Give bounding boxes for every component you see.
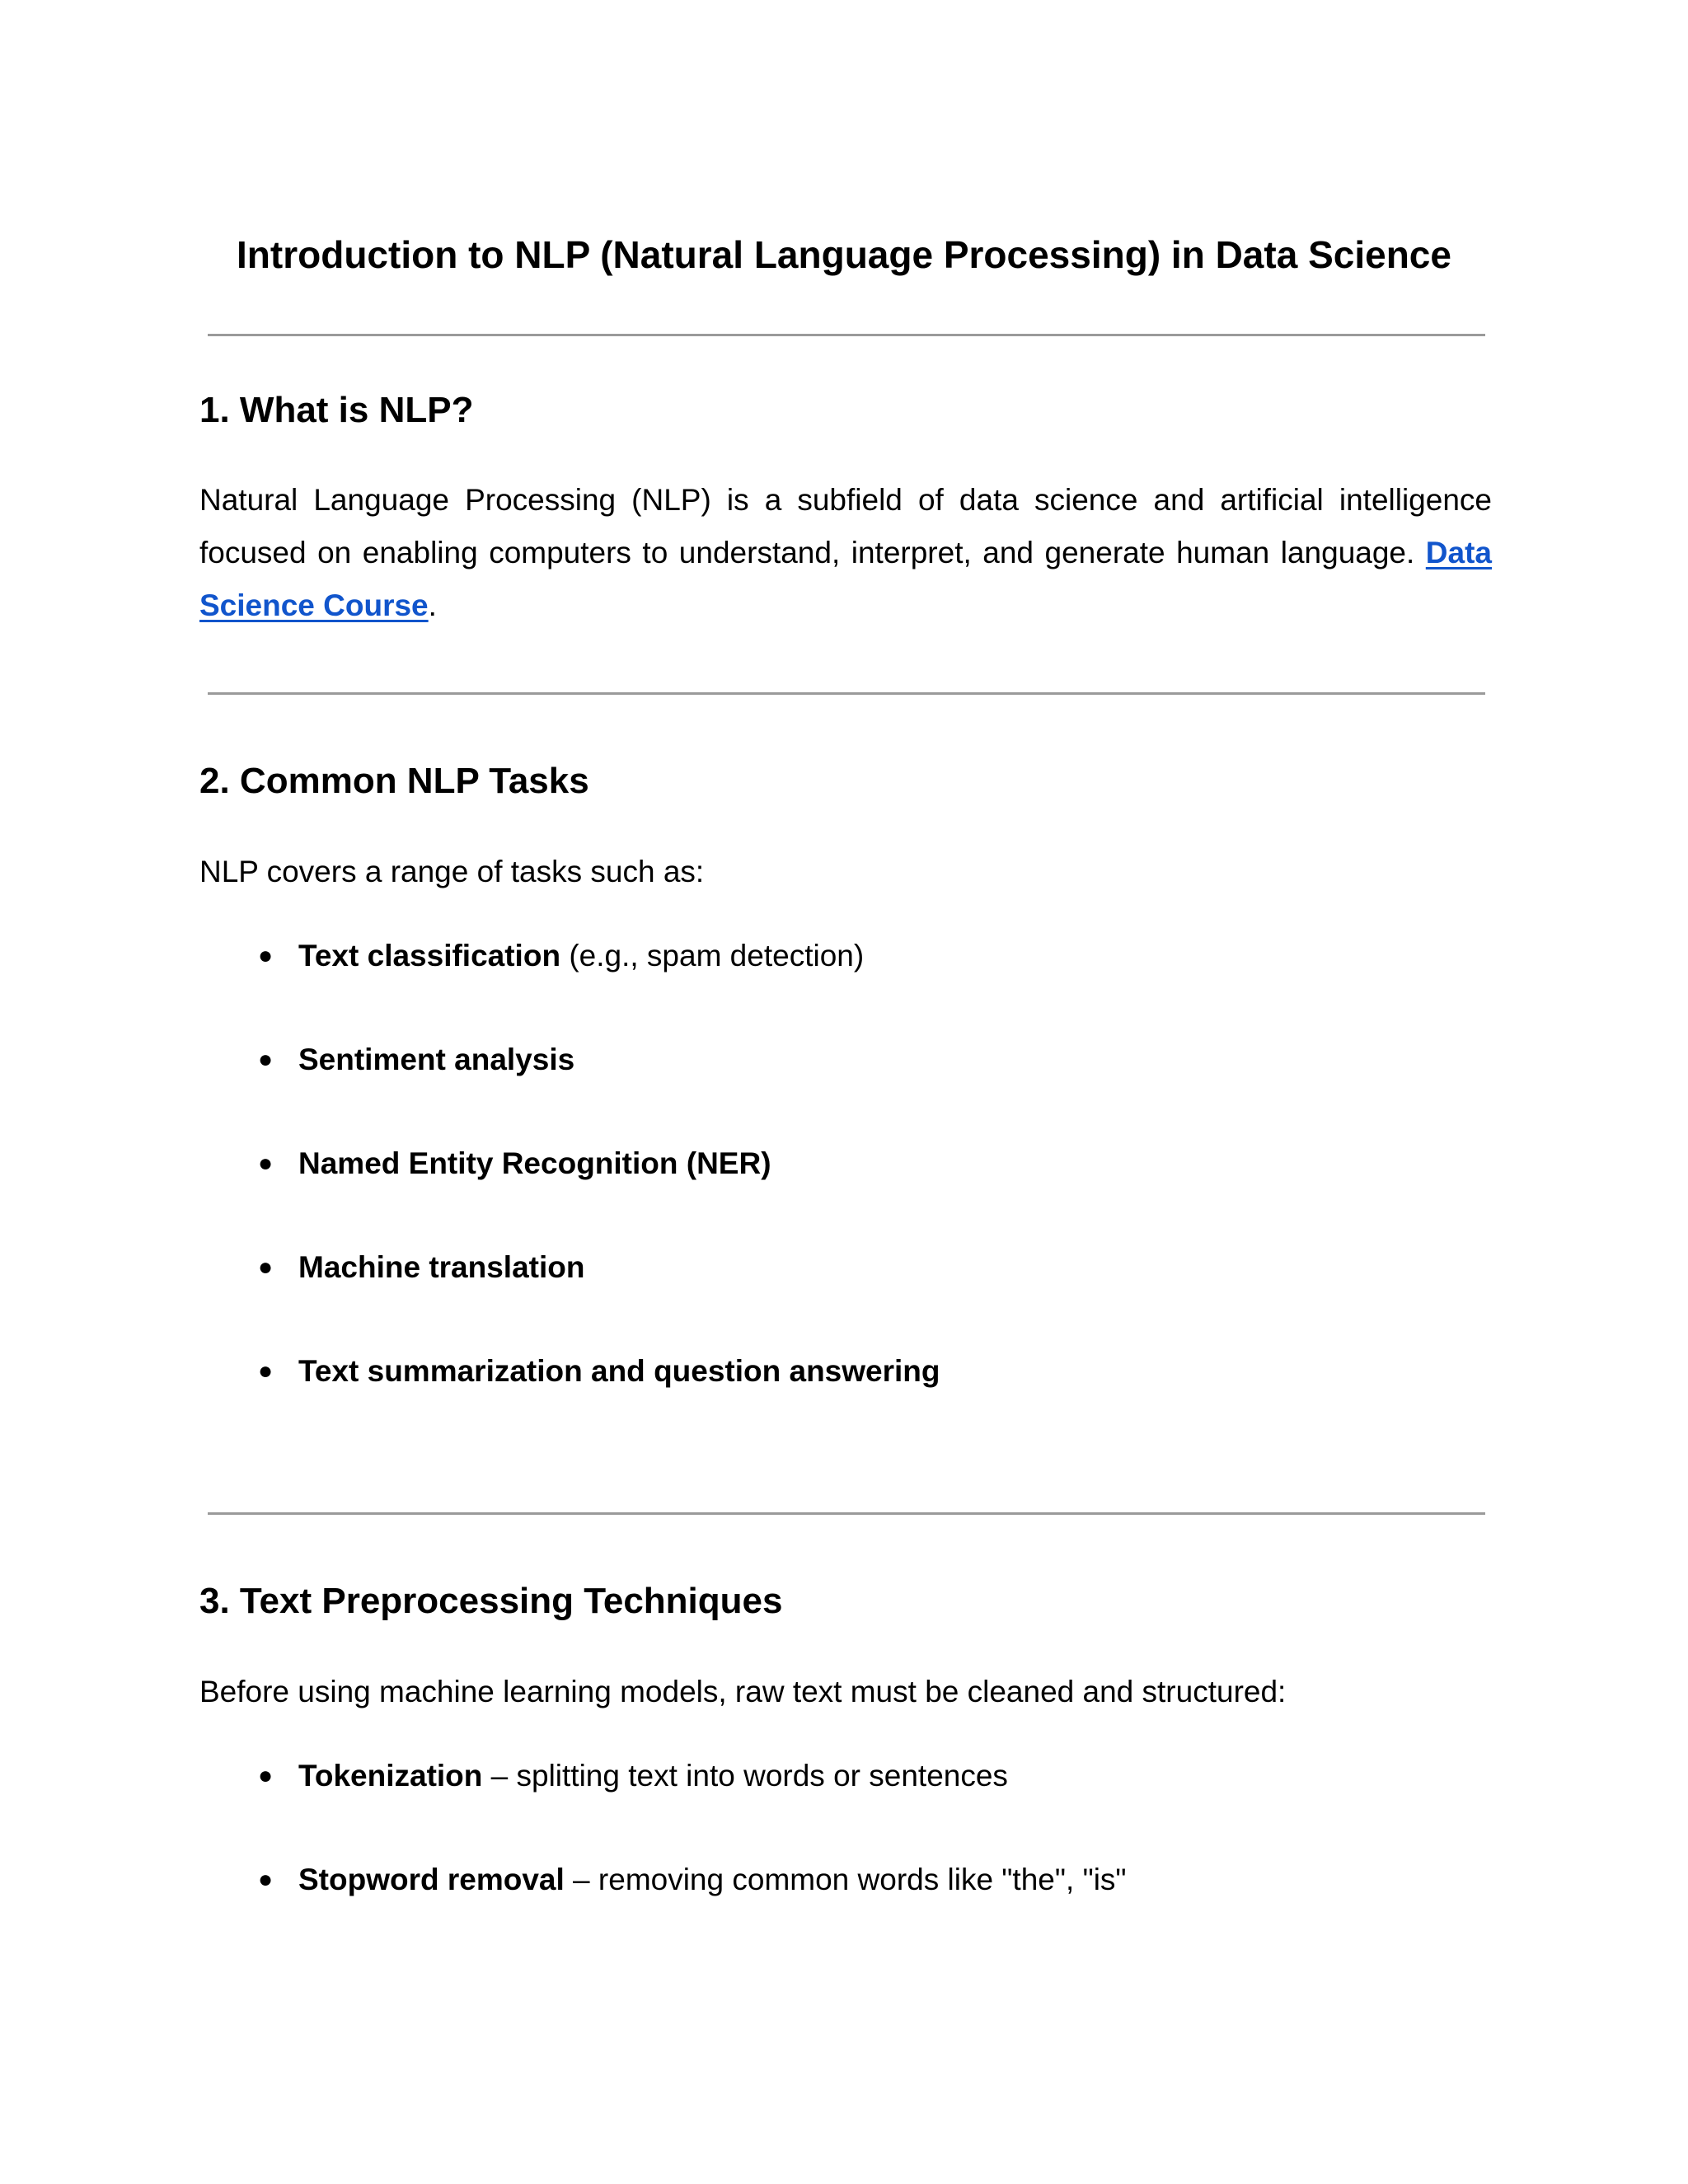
list-item-description: (e.g., spam detection) [560, 939, 865, 972]
list-item [199, 1241, 1485, 1294]
list-item [199, 1033, 1485, 1086]
paragraph-trailing-period: . [428, 588, 437, 622]
document-title: Introduction to NLP (Natural Language Processing) in Data Science [237, 233, 1451, 276]
bullet-icon: ● [257, 1150, 274, 1177]
list-item [199, 1750, 1485, 1802]
bullet-icon: ● [257, 942, 274, 969]
bullet-icon: ● [257, 1762, 274, 1789]
bullet-icon: ● [257, 1046, 274, 1073]
bullet-icon: ● [257, 1866, 274, 1893]
bullet-icon: ● [257, 1357, 274, 1385]
data-science-course-link[interactable]: Data Science Course [199, 536, 1492, 622]
section-heading-text-preprocessing: 3. Text Preprocessing Techniques [199, 1581, 783, 1621]
section-heading-what-is-nlp: 1. What is NLP? [199, 390, 474, 430]
list-item-text [298, 1137, 771, 1190]
bullet-icon: ● [257, 1254, 274, 1281]
list-item [199, 1854, 1485, 1906]
list-item-term: Text classification [298, 939, 561, 972]
paragraph-text: Natural Language Processing (NLP) is a subfield of data science and artificial intelligence focused on enabling computers to understand, interpret, and generate human language. [199, 483, 1492, 569]
section-intro-text-preprocessing: Before using machine learning models, raw text must be cleaned and structured: [199, 1675, 1287, 1708]
section-paragraph-what-is-nlp [199, 474, 1492, 632]
list-item [199, 1345, 1485, 1398]
horizontal-divider [208, 692, 1485, 695]
list-item-text [298, 1241, 584, 1294]
list-item-term: Text summarization and question answering [298, 1354, 940, 1388]
list-item-description: – removing common words like "the", "is" [564, 1863, 1127, 1896]
list-item-term: Named Entity Recognition (NER) [298, 1146, 771, 1180]
list-item-term: Machine translation [298, 1250, 585, 1284]
horizontal-divider [208, 1512, 1485, 1515]
list-item-term: Sentiment analysis [298, 1043, 575, 1076]
list-item-text [298, 1854, 1127, 1906]
list-item [199, 930, 1485, 982]
list-item [199, 1137, 1485, 1190]
list-item-text [298, 1750, 1008, 1802]
list-item-text [298, 1033, 574, 1086]
list-item-text [298, 930, 864, 982]
list-item-term: Stopword removal [298, 1863, 565, 1896]
section-intro-common-nlp-tasks: NLP covers a range of tasks such as: [199, 855, 705, 888]
list-item-term: Tokenization [298, 1759, 483, 1793]
list-item-text [298, 1345, 940, 1398]
list-item-description: – splitting text into words or sentences [482, 1759, 1008, 1793]
section-heading-common-nlp-tasks: 2. Common NLP Tasks [199, 761, 589, 801]
horizontal-divider [208, 334, 1485, 336]
